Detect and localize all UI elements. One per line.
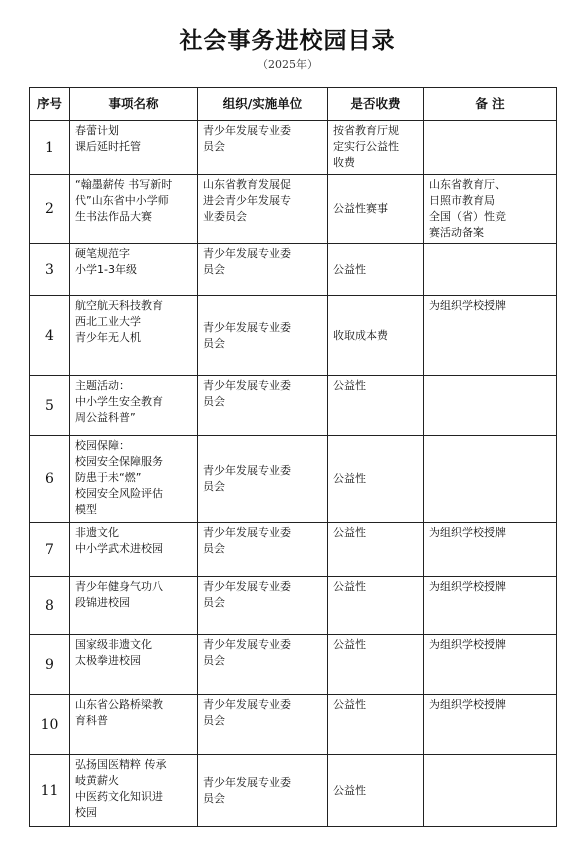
item-name-cell xyxy=(70,635,198,695)
organization-line: 青少年发展专业委 xyxy=(203,526,291,539)
table-row xyxy=(30,695,557,755)
item-name-line: 生书法作品大赛 xyxy=(75,210,152,223)
organization-cell xyxy=(198,523,328,577)
table-row xyxy=(30,436,557,523)
organization-cell xyxy=(198,376,328,436)
organization-line: 青少年发展专业委 xyxy=(203,580,291,593)
note-cell xyxy=(424,376,557,436)
note-line: 为组织学校授牌 xyxy=(429,580,506,593)
item-name-line: 非遗文化 xyxy=(75,526,119,539)
item-name-line: 课后延时托管 xyxy=(75,140,141,153)
item-name-line: 太极拳进校园 xyxy=(75,654,141,667)
organization-cell xyxy=(198,436,328,523)
organization-line: 员会 xyxy=(203,480,225,493)
organization-line: 员会 xyxy=(203,542,225,555)
item-name-line: 育科普 xyxy=(75,714,108,727)
organization-cell xyxy=(198,755,328,827)
organization-cell xyxy=(198,244,328,296)
fee-line: 公益性 xyxy=(333,379,366,392)
organization-line: 员会 xyxy=(203,791,225,805)
item-name-line: 青少年无人机 xyxy=(75,331,141,344)
item-name-cell xyxy=(70,577,198,635)
item-name-line: 青少年健身气功八 xyxy=(75,580,163,593)
catalog-table xyxy=(29,87,557,827)
item-name-cell xyxy=(70,695,198,755)
organization-line: 青少年发展专业委 xyxy=(203,698,291,711)
organization-line: 员会 xyxy=(203,140,225,153)
table-row xyxy=(30,376,557,436)
row-number: 2 xyxy=(30,175,70,244)
table-row xyxy=(30,635,557,695)
item-name-line: 春蕾计划 xyxy=(75,124,119,137)
table-row xyxy=(30,121,557,175)
table-row xyxy=(30,175,557,244)
table-row xyxy=(30,244,557,296)
fee-cell xyxy=(328,523,424,577)
page-title: 社会事务进校园目录 xyxy=(179,28,396,54)
fee-cell xyxy=(328,244,424,296)
item-name-line: 校园安全风险评估 xyxy=(75,487,163,500)
item-name-line: 西北工业大学 xyxy=(75,315,141,328)
fee-line: 公益性 xyxy=(333,783,366,797)
item-name-line: “翰墨薪传 书写新时 xyxy=(75,178,173,191)
organization-line: 进会青少年发展专 xyxy=(203,194,291,207)
row-number: 10 xyxy=(30,695,70,755)
fee-line: 公益性 xyxy=(333,472,366,485)
row-number: 8 xyxy=(30,577,70,635)
note-line: 日照市教育局 xyxy=(429,194,495,207)
fee-line: 公益性 xyxy=(333,698,366,711)
note-cell xyxy=(424,635,557,695)
organization-cell xyxy=(198,577,328,635)
header-fee: 是否收费 xyxy=(328,88,424,121)
item-name-line: 小学1-3年级 xyxy=(75,263,137,276)
fee-cell xyxy=(328,175,424,244)
organization-cell xyxy=(198,175,328,244)
table-header-row xyxy=(30,88,557,121)
fee-cell xyxy=(328,376,424,436)
item-name-line: 航空航天科技教育 xyxy=(75,299,163,312)
item-name-cell xyxy=(70,121,198,175)
organization-line: 青少年发展专业委 xyxy=(203,464,291,477)
item-name-line: 代”山东省中小学师 xyxy=(75,194,169,207)
item-name-line: 中小学武术进校园 xyxy=(75,542,163,555)
fee-cell xyxy=(328,755,424,827)
fee-line: 公益性 xyxy=(333,526,366,539)
row-number: 3 xyxy=(30,244,70,296)
fee-line: 收费 xyxy=(333,156,355,169)
row-number: 9 xyxy=(30,635,70,695)
fee-line: 公益性 xyxy=(333,262,366,276)
table-row xyxy=(30,755,557,827)
organization-line: 员会 xyxy=(203,714,225,727)
note-cell xyxy=(424,436,557,523)
item-name-line: 防患于未“燃” xyxy=(75,471,142,484)
note-cell xyxy=(424,755,557,827)
header-org: 组织/实施单位 xyxy=(198,88,328,121)
item-name-cell xyxy=(70,244,198,296)
note-line: 山东省教育厅、 xyxy=(429,178,506,191)
organization-cell xyxy=(198,121,328,175)
note-cell xyxy=(424,577,557,635)
header-item: 事项名称 xyxy=(70,88,198,121)
year-subtitle: （2025年） xyxy=(257,58,318,71)
note-cell xyxy=(424,244,557,296)
fee-line: 公益性赛事 xyxy=(333,202,388,215)
fee-cell xyxy=(328,296,424,376)
item-name-line: 山东省公路桥梁教 xyxy=(75,698,163,711)
row-number: 7 xyxy=(30,523,70,577)
fee-line: 按省教育厅规 xyxy=(333,124,399,137)
organization-line: 业委员会 xyxy=(203,210,247,223)
item-name-cell xyxy=(70,523,198,577)
organization-cell xyxy=(198,635,328,695)
header-no: 序号 xyxy=(30,88,70,121)
item-name-line: 校园保障： xyxy=(75,439,130,452)
table-row xyxy=(30,523,557,577)
organization-line: 青少年发展专业委 xyxy=(203,124,291,137)
note-line: 赛活动备案 xyxy=(429,226,484,239)
organization-cell xyxy=(198,695,328,755)
fee-cell xyxy=(328,577,424,635)
organization-line: 青少年发展专业委 xyxy=(203,638,291,651)
row-number: 4 xyxy=(30,296,70,376)
fee-line: 收取成本费 xyxy=(333,328,388,342)
row-number: 6 xyxy=(30,436,70,523)
organization-line: 青少年发展专业委 xyxy=(203,775,291,789)
fee-cell xyxy=(328,635,424,695)
table-row xyxy=(30,296,557,376)
item-name-line: 中小学生安全教育 xyxy=(75,395,163,408)
row-number: 1 xyxy=(30,121,70,175)
item-name-line: 校园安全保障服务 xyxy=(75,455,163,468)
item-name-line: 模型 xyxy=(75,503,97,516)
note-line: 为组织学校授牌 xyxy=(429,526,506,539)
note-cell xyxy=(424,523,557,577)
fee-cell xyxy=(328,695,424,755)
fee-line: 公益性 xyxy=(333,580,366,593)
item-name-line: 段锦进校园 xyxy=(75,596,130,609)
item-name-line: 国家级非遗文化 xyxy=(75,638,152,651)
note-line: 为组织学校授牌 xyxy=(429,698,506,711)
item-name-cell xyxy=(70,296,198,376)
table-row xyxy=(30,577,557,635)
note-line: 为组织学校授牌 xyxy=(429,299,506,312)
organization-line: 青少年发展专业委 xyxy=(203,379,291,392)
item-name-line: 周公益科普” xyxy=(75,411,136,424)
item-name-line: 硬笔规范字 xyxy=(75,247,130,260)
organization-line: 员会 xyxy=(203,263,225,276)
item-name-line: 岐黄薪火 xyxy=(75,774,119,787)
fee-line: 定实行公益性 xyxy=(333,140,399,153)
item-name-line: 校园 xyxy=(75,806,97,819)
item-name-line: 主题活动： xyxy=(75,379,130,392)
fee-line: 公益性 xyxy=(333,638,366,651)
organization-line: 员会 xyxy=(203,395,225,408)
organization-line: 山东省教育发展促 xyxy=(203,178,291,191)
item-name-cell xyxy=(70,376,198,436)
item-name-cell xyxy=(70,755,198,827)
organization-line: 员会 xyxy=(203,336,225,350)
organization-line: 青少年发展专业委 xyxy=(203,247,291,260)
note-cell xyxy=(424,695,557,755)
note-line: 为组织学校授牌 xyxy=(429,638,506,651)
row-number: 5 xyxy=(30,376,70,436)
item-name-cell xyxy=(70,175,198,244)
header-note: 备 注 xyxy=(424,88,557,121)
fee-cell xyxy=(328,436,424,523)
item-name-cell xyxy=(70,436,198,523)
item-name-line: 弘扬国医精粹 传承 xyxy=(75,758,167,771)
row-number: 11 xyxy=(30,755,70,827)
note-cell xyxy=(424,121,557,175)
organization-line: 员会 xyxy=(203,596,225,609)
fee-cell xyxy=(328,121,424,175)
note-cell xyxy=(424,175,557,244)
organization-cell xyxy=(198,296,328,376)
note-line: 全国（省）性竞 xyxy=(429,210,506,223)
organization-line: 员会 xyxy=(203,654,225,667)
item-name-line: 中医药文化知识进 xyxy=(75,790,163,803)
organization-line: 青少年发展专业委 xyxy=(203,320,291,334)
note-cell xyxy=(424,296,557,376)
